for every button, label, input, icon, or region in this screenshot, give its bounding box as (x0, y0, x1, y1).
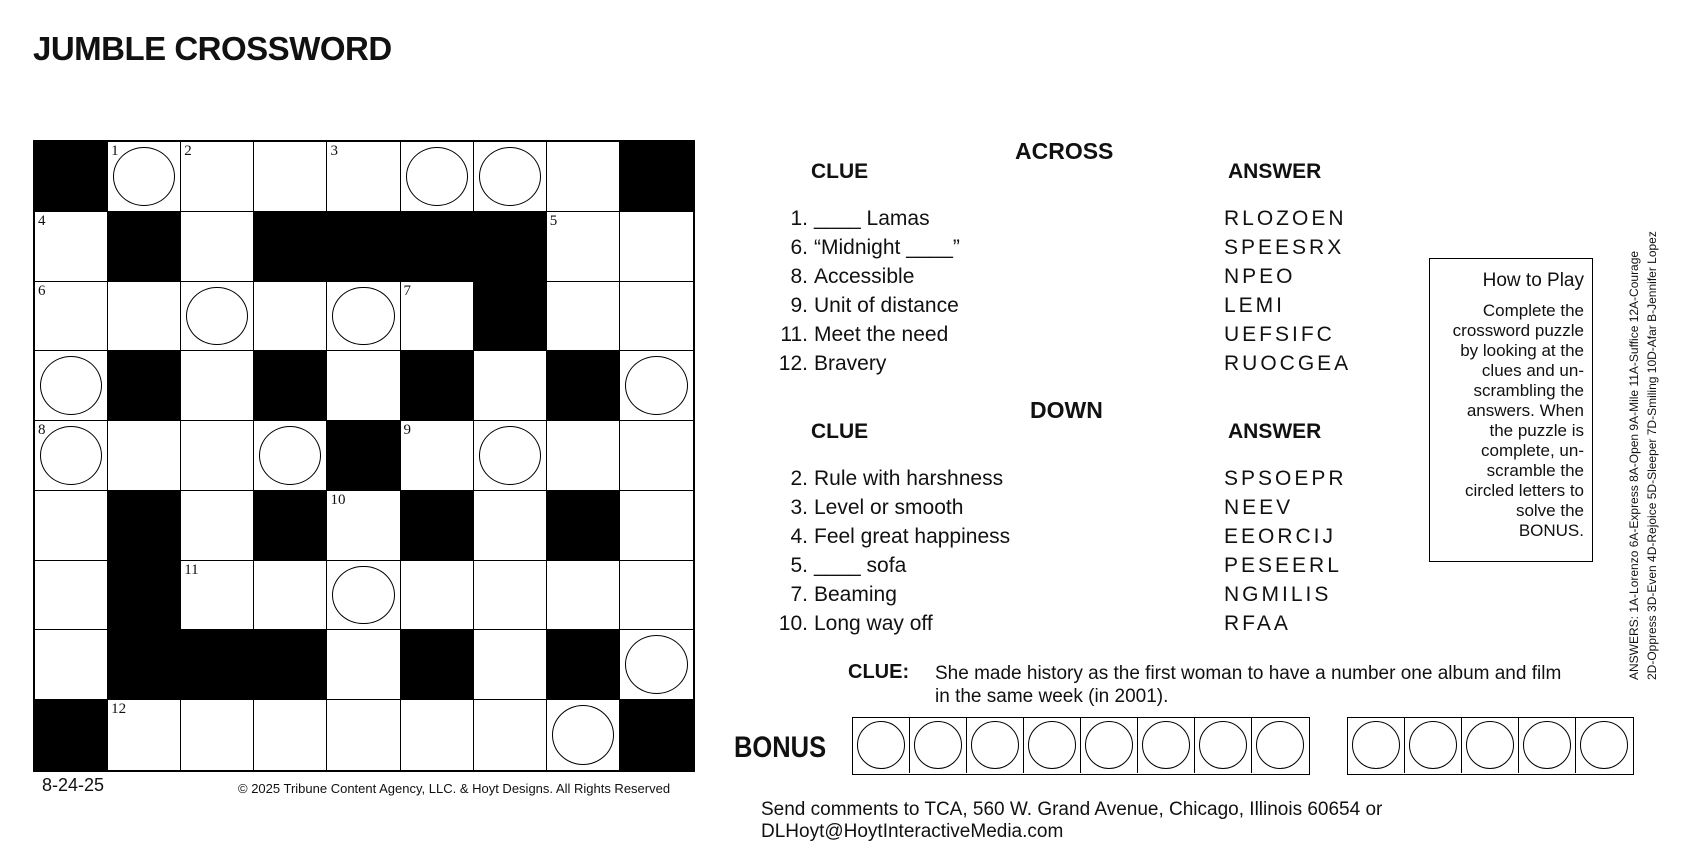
bonus-clue-label: CLUE: (848, 661, 910, 683)
grid-cell (474, 700, 547, 770)
grid-cell (620, 212, 693, 282)
grid-cell (474, 491, 547, 561)
across-clue (770, 233, 960, 262)
across-scrambled-answer: LEMI (1224, 294, 1286, 317)
grid-cell (35, 491, 108, 561)
across-clue (770, 320, 960, 349)
down-clue (770, 609, 1010, 638)
grid-cell-black (35, 142, 108, 212)
how-to-play-line: crossword puzzle (1452, 321, 1584, 340)
grid-cell (620, 421, 693, 491)
clue-text: Beaming (814, 583, 897, 606)
clue-text: ____ Lamas (814, 207, 930, 230)
grid-cell (474, 630, 547, 700)
circled-letter-marker (113, 147, 175, 206)
across-clue-list (770, 204, 960, 378)
grid-cell (181, 491, 254, 561)
clue-text: Accessible (814, 265, 915, 288)
grid-cell (327, 700, 400, 770)
across-scrambled-answer: SPEESRX (1224, 236, 1345, 259)
crossword-grid (33, 140, 695, 772)
across-scrambled-answer: UEFSIFC (1224, 323, 1335, 346)
bonus-letter-box (853, 718, 910, 773)
grid-cell-black (254, 351, 327, 421)
bonus-circle (1256, 721, 1304, 769)
circled-letter-marker (625, 635, 688, 694)
grid-cell (547, 282, 620, 352)
circled-letter-marker (332, 566, 394, 625)
bonus-circle (1580, 721, 1628, 769)
grid-cell (108, 282, 181, 352)
grid-cell-black (108, 351, 181, 421)
grid-cell (35, 351, 108, 421)
bonus-letter-box (1195, 718, 1252, 773)
grid-cell (474, 351, 547, 421)
down-scrambled-answer: NGMILIS (1224, 583, 1332, 606)
bonus-letter-box (1138, 718, 1195, 773)
grid-cell-black (108, 212, 181, 282)
circled-letter-marker (40, 356, 102, 415)
grid-cell-black (401, 491, 474, 561)
clue-text: “Midnight ____” (814, 236, 960, 259)
grid-cell (327, 561, 400, 631)
grid-cell-black (401, 212, 474, 282)
grid-cell (35, 561, 108, 631)
across-heading: ACROSS (1015, 138, 1114, 164)
down-answer-list (1224, 464, 1347, 638)
grid-cell (327, 630, 400, 700)
grid-cell (401, 561, 474, 631)
how-to-play-line: by looking at the (1460, 341, 1584, 360)
bonus-clue-text: She made history as the first woman to have a number one album and film in the same week (in 2001). (935, 663, 1562, 707)
bonus-word-2 (1347, 717, 1634, 775)
across-scrambled-answer: RLOZOEN (1224, 207, 1347, 230)
grid-cell (35, 630, 108, 700)
grid-cell (181, 142, 254, 212)
grid-cell (108, 142, 181, 212)
clue-number: 6. (790, 236, 808, 259)
down-heading: DOWN (1030, 397, 1103, 423)
grid-cell (254, 282, 327, 352)
clue-number: 11 (184, 561, 199, 578)
copyright-notice: © 2025 Tribune Content Agency, LLC. & Hoyt Designs. All Rights Reserved (238, 781, 671, 796)
circled-letter-marker (40, 426, 102, 485)
across-scrambled-answer: NPEO (1224, 265, 1296, 288)
bonus-circle (914, 721, 962, 769)
grid-cell (181, 282, 254, 352)
how-to-play-box (1429, 258, 1593, 562)
clue-number: 6 (38, 282, 46, 299)
grid-cell (620, 351, 693, 421)
down-clue (770, 522, 1010, 551)
clue-number: 1. (790, 207, 808, 230)
down-scrambled-answer: EEORCIJ (1224, 525, 1337, 548)
clue-number: 8 (38, 422, 46, 439)
how-to-play-line: scramble the (1486, 461, 1584, 480)
down-clue (770, 551, 1010, 580)
circled-letter-marker (479, 426, 541, 485)
bonus-circle (1352, 721, 1400, 769)
puzzle-date: 8-24-25 (42, 775, 105, 795)
grid-cell (401, 700, 474, 770)
circled-letter-marker (332, 287, 394, 346)
clue-number: 10. (778, 612, 808, 635)
grid-cell-black (327, 421, 400, 491)
clue-text: Bravery (814, 352, 887, 375)
down-clue-header: CLUE (811, 420, 869, 443)
grid-cell (35, 212, 108, 282)
grid-cell (327, 351, 400, 421)
clue-text: Feel great happiness (814, 525, 1011, 548)
puzzle-title: JUMBLE CROSSWORD (33, 30, 392, 67)
clue-text: Unit of distance (814, 294, 959, 317)
grid-cell (401, 142, 474, 212)
down-clue (770, 493, 1010, 522)
down-scrambled-answer: NEEV (1224, 496, 1294, 519)
grid-cell-black (620, 700, 693, 770)
circled-letter-marker (186, 287, 248, 346)
bonus-letter-box (1252, 718, 1309, 773)
how-to-play-line: complete, un- (1481, 441, 1584, 460)
answers-key-line-1: ANSWERS: 1A-Lorenzo 6A-Express 8A-Open 9A-Mile 11A-Suffice 12A-Courage (1627, 250, 1641, 680)
across-answer-header: ANSWER (1228, 160, 1322, 183)
across-clue (770, 262, 960, 291)
grid-cell (620, 630, 693, 700)
grid-cell (327, 282, 400, 352)
across-clue (770, 204, 960, 233)
grid-cell (401, 421, 474, 491)
bonus-letter-box (1024, 718, 1081, 773)
how-to-play-text (1436, 301, 1584, 541)
down-scrambled-answer: RFAA (1224, 612, 1291, 635)
across-scrambled-answer: RUOCGEA (1224, 352, 1352, 375)
clue-number: 9. (790, 294, 808, 317)
grid-cell-black (181, 630, 254, 700)
clue-number: 12. (778, 352, 808, 375)
grid-cell (474, 561, 547, 631)
down-clue (770, 464, 1010, 493)
clue-number: 10 (330, 491, 346, 508)
bonus-letter-box (1576, 718, 1633, 773)
grid-cell (254, 700, 327, 770)
grid-cell-black (108, 630, 181, 700)
grid-cell (547, 561, 620, 631)
bonus-circle (1085, 721, 1133, 769)
clue-text: ____ sofa (814, 554, 907, 577)
grid-cell (108, 700, 181, 770)
grid-cell (547, 142, 620, 212)
grid-cell-black (108, 491, 181, 561)
how-to-play-line: the puzzle is (1489, 421, 1584, 440)
grid-cell-black (547, 351, 620, 421)
clue-number: 3 (330, 143, 338, 159)
across-answer-list (1224, 204, 1351, 378)
clue-number: 7 (403, 282, 412, 299)
circled-letter-marker (552, 705, 614, 765)
across-clue (770, 349, 960, 378)
grid-cell (620, 561, 693, 631)
grid-cell (254, 561, 327, 631)
grid-cell (547, 421, 620, 491)
grid-cell (474, 421, 547, 491)
how-to-play-line: solve the (1515, 501, 1584, 520)
grid-cell-black (108, 561, 181, 631)
bonus-letter-box (1405, 718, 1462, 773)
grid-cell (547, 212, 620, 282)
across-clue-header: CLUE (811, 160, 869, 183)
how-to-play-line: clues and un- (1481, 361, 1584, 380)
bonus-circle (1523, 721, 1571, 769)
bonus-circle (1409, 721, 1457, 769)
circled-letter-marker (625, 356, 688, 415)
bonus-letter-box (967, 718, 1024, 773)
bonus-circle (1199, 721, 1247, 769)
grid-cell (181, 700, 254, 770)
bonus-letter-box (1462, 718, 1519, 773)
down-scrambled-answer: SPSOEPR (1224, 467, 1347, 490)
comments-line: Send comments to TCA, 560 W. Grand Avenue, Chicago, Illinois 60654 or DLHoyt@HoytInteractiveMedia.com (761, 799, 1383, 842)
grid-cell-black (620, 142, 693, 212)
how-to-play-line: scrambling the (1473, 381, 1584, 400)
clue-number: 7. (790, 583, 808, 606)
clue-number: 3. (790, 496, 808, 519)
circled-letter-marker (406, 147, 468, 206)
circled-letter-marker (479, 147, 541, 206)
grid-cell (547, 700, 620, 770)
clue-number: 11. (780, 323, 808, 346)
bonus-circle (1466, 721, 1514, 769)
circled-letter-marker (259, 426, 321, 485)
clue-number: 8. (790, 265, 808, 288)
grid-cell (181, 212, 254, 282)
grid-cell-black (254, 630, 327, 700)
clue-number: 12 (111, 701, 127, 718)
grid-cell (620, 491, 693, 561)
bonus-letter-box (910, 718, 967, 773)
clue-text: Meet the need (814, 323, 949, 346)
down-clue (770, 580, 1010, 609)
how-to-play-line: BONUS. (1518, 521, 1584, 540)
bonus-word-1 (852, 717, 1310, 775)
grid-cell-black (474, 282, 547, 352)
grid-cell-black (327, 212, 400, 282)
down-answer-header: ANSWER (1228, 420, 1322, 443)
clue-number: 4 (38, 212, 46, 229)
clue-number: 5. (790, 554, 808, 577)
bonus-circle (971, 721, 1019, 769)
grid-cell-black (254, 212, 327, 282)
bonus-circle (857, 721, 905, 769)
bonus-circle (1028, 721, 1076, 769)
clue-number: 5 (549, 212, 558, 229)
clue-number: 9 (403, 422, 412, 439)
bonus-letter-box (1519, 718, 1576, 773)
grid-cell (327, 142, 400, 212)
grid-cell (181, 421, 254, 491)
grid-cell (474, 142, 547, 212)
bonus-letter-box (1081, 718, 1138, 773)
grid-cell-black (547, 630, 620, 700)
grid-cell (35, 421, 108, 491)
grid-cell-black (547, 491, 620, 561)
clue-text: Level or smooth (814, 496, 964, 519)
grid-cell (254, 421, 327, 491)
grid-cell (181, 351, 254, 421)
clue-number: 2 (184, 143, 192, 159)
down-scrambled-answer: PESEERL (1224, 554, 1342, 577)
bonus-circle (1142, 721, 1190, 769)
grid-cell (181, 561, 254, 631)
bonus-letter-box (1348, 718, 1405, 773)
answers-key-line-2: 2D-Oppress 3D-Even 4D-Rejoice 5D-Sleeper 7D-Smiling 10D-Afar B-Jennifer Lopez (1645, 231, 1659, 680)
grid-cell-black (254, 491, 327, 561)
grid-cell (327, 491, 400, 561)
clue-text: Rule with harshness (814, 467, 1004, 490)
grid-cell (620, 282, 693, 352)
clue-number: 2. (790, 467, 808, 490)
grid-cell-black (401, 630, 474, 700)
how-to-play-line: answers. When (1466, 401, 1584, 420)
grid-cell (108, 421, 181, 491)
grid-cell-black (474, 212, 547, 282)
down-clue-list (770, 464, 1010, 638)
bonus-label: BONUS (734, 731, 827, 764)
grid-cell-black (401, 351, 474, 421)
answers-key (1627, 132, 1675, 680)
across-clue (770, 291, 960, 320)
grid-cell (401, 282, 474, 352)
grid-cell-black (35, 700, 108, 770)
grid-cell (35, 282, 108, 352)
how-to-play-line: Complete the (1482, 301, 1584, 320)
how-to-play-title: How to Play (1482, 270, 1584, 291)
clue-number: 4. (790, 525, 808, 548)
clue-text: Long way off (814, 612, 933, 635)
grid-cell (254, 142, 327, 212)
clue-number: 1 (111, 143, 119, 159)
how-to-play-line: circled letters to (1464, 481, 1584, 500)
